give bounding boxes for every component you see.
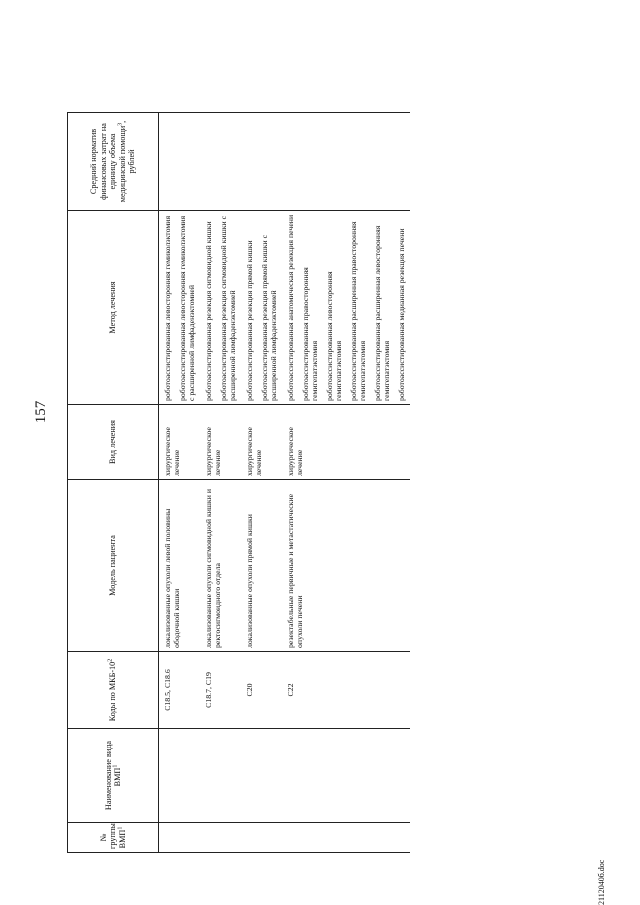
cell-type: хирургическое лечение <box>282 405 410 480</box>
method-item: роботоассистированная левосторонняя гемигепатэктомия <box>325 271 343 401</box>
cell-model: локализованные опухоли прямой кишки <box>241 480 282 652</box>
cell-type: хирургическое лечение <box>159 405 201 480</box>
document-table-landscape <box>67 113 547 853</box>
cell-norm <box>282 113 410 211</box>
cell-group <box>282 823 410 853</box>
header-norm: Средний норматив финансовых затрат на единицу объема медицинской помощи$^3$, рублей <box>68 113 159 211</box>
method-item: роботоассистированная медианная резекция печени <box>397 228 406 401</box>
method-item: роботоассистированная расширенная левосторонняя гемигепатэктомия <box>373 225 391 401</box>
page-number: 157 <box>33 400 49 424</box>
cell-model: локализованные опухоли левой половины ободочной кишки <box>159 480 201 652</box>
cell-method <box>159 211 201 405</box>
cell-name <box>159 729 201 823</box>
cell-type: хирургическое лечение <box>200 405 241 480</box>
header-method: Метод лечения <box>68 211 159 405</box>
cell-type: хирургическое лечение <box>241 405 282 480</box>
header-codes: Коды по МКБ-$10^2$ <box>68 652 159 729</box>
cell-name <box>282 729 410 823</box>
method-item: роботоассистированная левосторонняя гемиколэктомия с расширенной лимфаденэктомией <box>178 215 196 401</box>
table-header-row <box>68 113 159 853</box>
vmp-table <box>67 112 410 853</box>
cell-group <box>241 823 282 853</box>
cell-codes: C18.5, C18.6 <box>159 652 201 729</box>
method-item: роботоассистированная резекция прямой кишки с расширенной лимфаденэктомией <box>260 234 278 401</box>
method-item: роботоассистированная резекция сигмовидной кишки <box>204 221 213 401</box>
method-item: роботоассистированная расширенная правосторонняя гемигепатэктомия <box>349 221 367 401</box>
method-item: роботоассистированная левосторонняя гемиколэктомия <box>163 215 172 401</box>
method-item: роботоассистированная анатомическая резекция печени <box>286 214 295 401</box>
cell-norm <box>200 113 241 211</box>
cell-norm <box>159 113 201 211</box>
footer-file-name: 2112040б.doc <box>597 859 606 905</box>
cell-model: локализованные опухоли сигмовидной кишки и ректосигмоидного отдела <box>200 480 241 652</box>
cell-codes: C20 <box>241 652 282 729</box>
cell-name <box>200 729 241 823</box>
cell-method <box>241 211 282 405</box>
header-group: № группы ВМП$^1$ <box>68 823 159 853</box>
table-row <box>282 113 410 853</box>
cell-model: резектабельные первичные и метастатические опухоли печени <box>282 480 410 652</box>
table-row <box>159 113 201 853</box>
header-type: Вид лечения <box>68 405 159 480</box>
method-item: роботоассистированная правосторонняя гемигепатэктомия <box>301 267 319 401</box>
cell-norm <box>241 113 282 211</box>
cell-name <box>241 729 282 823</box>
cell-group <box>159 823 201 853</box>
method-item: роботоассистированная резекция сигмовидной кишки с расширенной лимфаденэктомией <box>219 215 237 401</box>
cell-method <box>200 211 241 405</box>
cell-codes: C22 <box>282 652 410 729</box>
table-row <box>241 113 282 853</box>
cell-method <box>282 211 410 405</box>
header-model: Модель пациента <box>68 480 159 652</box>
header-name: Наименование вида ВМП$^1$ <box>68 729 159 823</box>
table-row <box>200 113 241 853</box>
method-item: роботоассистированная резекция прямой кишки <box>245 240 254 401</box>
cell-codes: C18.7, C19 <box>200 652 241 729</box>
cell-group <box>200 823 241 853</box>
